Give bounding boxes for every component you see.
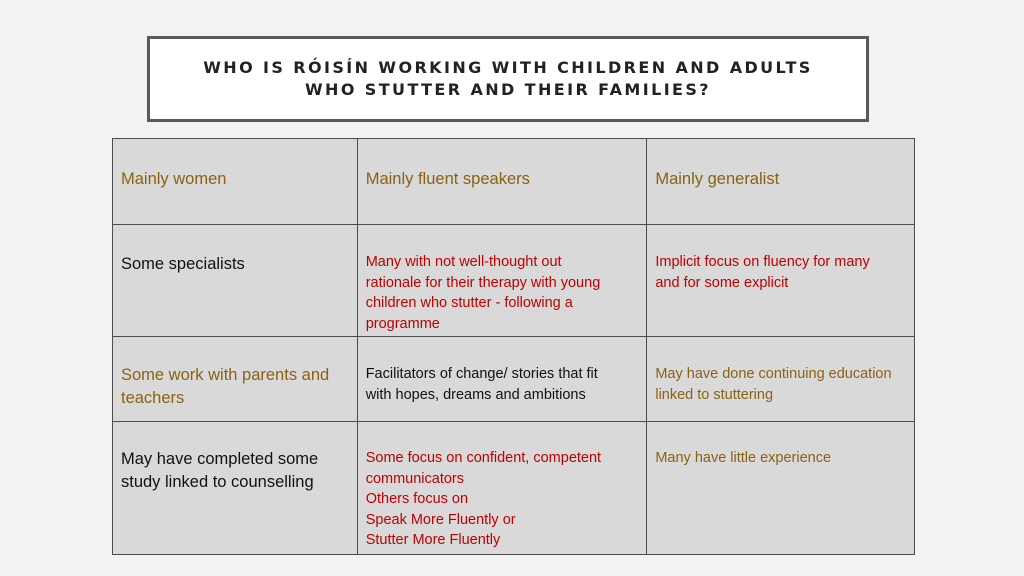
cell-text: May have completed some study linked to counselling xyxy=(121,450,319,491)
table-row xyxy=(113,225,915,337)
table-row xyxy=(113,337,915,422)
comparison-table xyxy=(112,138,915,555)
cell-text: Facilitators of change/ stories that fit with hopes, dreams and ambitions xyxy=(365,366,598,403)
cell-text: Mainly fluent speakers xyxy=(365,170,530,188)
cell-text: Many have little experience xyxy=(655,450,832,466)
table-cell xyxy=(647,139,915,225)
slide-title-line-1: WHO IS RÓISÍN WORKING WITH CHILDREN AND ADULTS xyxy=(203,58,813,77)
title-box xyxy=(147,36,869,122)
cell-text: Some specialists xyxy=(121,255,245,273)
table-cell xyxy=(647,225,915,337)
table-cell xyxy=(113,139,358,225)
cell-text: Mainly women xyxy=(121,170,227,188)
table-cell xyxy=(357,422,647,555)
table-cell xyxy=(113,225,358,337)
table-cell xyxy=(357,225,647,337)
table-cell xyxy=(647,337,915,422)
cell-text: Some focus on confident, competent communicators Others focus on Speak More Fluently or Stutter More Fluently xyxy=(365,450,602,548)
table-cell xyxy=(357,139,647,225)
table-cell xyxy=(647,422,915,555)
table-cell xyxy=(113,422,358,555)
cell-text: Some work with parents and teachers xyxy=(121,366,330,407)
table-row xyxy=(113,139,915,225)
cell-text: Mainly generalist xyxy=(655,170,780,188)
cell-text: Implicit focus on fluency for many and for some explicit xyxy=(655,254,870,291)
table-cell xyxy=(113,337,358,422)
table-row xyxy=(113,422,915,555)
table-cell xyxy=(357,337,647,422)
cell-text: Many with not well-thought out rationale for their therapy with young children who stutter - following a programme xyxy=(365,254,601,332)
cell-text: May have done continuing education linked to stuttering xyxy=(655,366,892,403)
slide-title-line-2: WHO STUTTER AND THEIR FAMILIES? xyxy=(305,80,711,99)
